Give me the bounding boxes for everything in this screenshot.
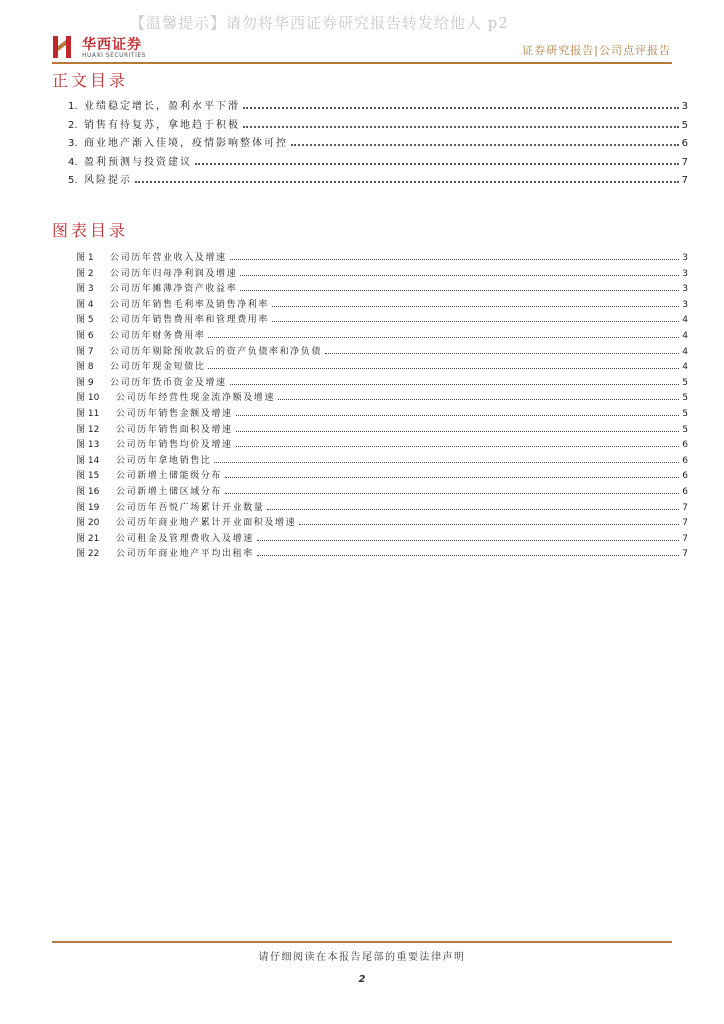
- dot-leader: [236, 415, 680, 416]
- entry-label: 公司历年现金短债比: [110, 362, 206, 373]
- entry-number: 图 11: [76, 409, 100, 419]
- figure-entry[interactable]: [76, 467, 688, 481]
- entry-page: 3: [682, 253, 688, 263]
- entry-page: 6: [682, 440, 688, 451]
- dot-leader: [267, 509, 679, 510]
- entry-page: 4: [682, 315, 688, 326]
- entry-number: 4.: [68, 156, 78, 168]
- entry-label: 公司历年货币资金及增速: [110, 377, 227, 388]
- entry-label: 公司历年销售金额及增速: [116, 409, 233, 419]
- figure-entry[interactable]: [76, 249, 688, 263]
- figure-entry[interactable]: [76, 327, 688, 341]
- entry-number: 图 6: [76, 331, 94, 341]
- dot-leader: [325, 353, 679, 354]
- entry-label: 公司新增土储区域分布: [116, 487, 223, 497]
- entry-page: 6: [682, 455, 688, 466]
- figure-entry[interactable]: [76, 374, 688, 388]
- entry-page: 4: [682, 346, 688, 357]
- entry-number: 2.: [68, 119, 78, 131]
- dot-leader: [225, 493, 679, 494]
- entry-page: 5: [682, 409, 688, 419]
- entry-label: 公司历年财务费用率: [110, 331, 206, 341]
- toc-entry[interactable]: [68, 152, 688, 168]
- dot-leader: [230, 384, 680, 385]
- entry-page: 3: [682, 268, 688, 279]
- entry-number: 图 21: [76, 533, 100, 544]
- entry-number: 3.: [68, 138, 78, 149]
- footer-note: 请仔细阅读在本报告尾部的重要法律声明: [258, 952, 466, 963]
- entry-label: 公司历年商业地产累计开业面积及增速: [116, 518, 297, 529]
- entry-number: 图 4: [76, 299, 94, 310]
- entry-number: 图 3: [76, 284, 94, 295]
- figure-entry[interactable]: [76, 405, 688, 419]
- entry-label: 盈利预测与投资建议: [84, 156, 192, 168]
- entry-number: 图 22: [76, 549, 100, 560]
- entry-number: 图 15: [76, 471, 100, 482]
- entry-label: 公司历年销售费用率和管理费用率: [110, 315, 270, 326]
- entry-number: 图 7: [76, 346, 94, 357]
- entry-label: 公司历年营业收入及增速: [110, 253, 227, 263]
- entry-number: 1.: [68, 101, 78, 112]
- figure-entry[interactable]: [76, 421, 688, 435]
- entry-number: 图 12: [76, 424, 100, 435]
- logo-name: 华西证券: [82, 37, 142, 53]
- entry-page: 5: [682, 393, 688, 404]
- figure-entry[interactable]: [76, 343, 688, 357]
- dot-leader: [257, 555, 679, 556]
- entry-number: 图 1: [76, 253, 94, 263]
- dot-leader: [243, 107, 679, 109]
- entry-page: 7: [682, 502, 688, 513]
- entry-page: 3: [681, 101, 688, 112]
- dot-leader: [135, 181, 679, 183]
- entry-number: 图 13: [76, 440, 100, 451]
- entry-label: 公司历年剔除预收款后的资产负债率和净负债: [110, 346, 323, 357]
- dot-leader: [240, 290, 679, 291]
- entry-number: 图 5: [76, 315, 94, 326]
- figure-entry[interactable]: [76, 265, 688, 279]
- dot-leader: [225, 477, 679, 478]
- entry-label: 销售有待复苏，拿地趋于积极: [84, 119, 240, 131]
- dot-leader: [291, 144, 679, 146]
- entry-page: 6: [682, 487, 688, 497]
- dot-leader: [236, 431, 680, 432]
- toc-entry[interactable]: [68, 133, 688, 149]
- entry-label: 公司历年吾悦广场累计开业数量: [116, 502, 265, 513]
- dot-leader: [214, 462, 679, 463]
- dot-leader: [272, 306, 679, 307]
- entry-label: 公司历年归母净利润及增速: [110, 268, 238, 279]
- entry-label: 商业地产渐入佳境，疫情影响整体可控: [84, 138, 288, 149]
- entry-number: 图 20: [76, 518, 100, 529]
- dot-leader: [278, 399, 679, 400]
- entry-number: 图 19: [76, 502, 100, 513]
- logo-subtitle: HUAXI SECURITIES: [82, 52, 146, 59]
- figures-title: 图表目录: [52, 221, 129, 240]
- dot-leader: [208, 368, 679, 369]
- huaxi-logo-icon: [52, 34, 74, 60]
- entry-page: 5: [682, 424, 688, 435]
- figure-entry[interactable]: [76, 545, 688, 559]
- dot-leader: [230, 259, 680, 260]
- entry-label: 公司历年销售均价及增速: [116, 440, 233, 451]
- page-number: 2: [358, 974, 366, 985]
- figure-entry[interactable]: [76, 530, 688, 544]
- watermark: 【温馨提示】请勿将华西证券研究报告转发给他人 p2: [130, 14, 509, 32]
- figure-entry[interactable]: [76, 452, 688, 466]
- entry-number: 图 9: [76, 377, 94, 388]
- dot-leader: [299, 524, 679, 525]
- figure-entry[interactable]: [76, 499, 688, 513]
- entry-label: 公司租金及管理费收入及增速: [116, 533, 254, 544]
- dot-leader: [208, 337, 679, 338]
- figure-entry[interactable]: [76, 280, 688, 294]
- entry-page: 5: [682, 377, 688, 388]
- entry-label: 公司新增土储能级分布: [116, 471, 223, 482]
- toc-entry[interactable]: [68, 170, 688, 186]
- entry-label: 公司历年销售毛利率及销售净利率: [110, 299, 270, 310]
- entry-page: 7: [681, 156, 688, 168]
- entry-label: 公司历年商业地产平均出租率: [116, 549, 254, 560]
- entry-page: 6: [682, 471, 688, 482]
- entry-number: 图 2: [76, 268, 94, 279]
- report-type: 证券研究报告|公司点评报告: [522, 44, 671, 57]
- figure-entry[interactable]: [76, 514, 688, 528]
- entry-page: 7: [682, 518, 688, 529]
- toc-entry[interactable]: [68, 115, 688, 131]
- entry-label: 风险提示: [84, 175, 132, 186]
- figure-entry[interactable]: [76, 436, 688, 450]
- dot-leader: [257, 540, 679, 541]
- entry-page: 7: [682, 549, 688, 560]
- toc-title: 正文目录: [52, 71, 129, 90]
- dot-leader: [272, 321, 679, 322]
- entry-page: 4: [682, 362, 688, 373]
- entry-page: 6: [681, 138, 688, 149]
- entry-page: 4: [682, 331, 688, 341]
- dot-leader: [243, 126, 679, 128]
- entry-label: 业绩稳定增长，盈利水平下滑: [84, 101, 240, 112]
- dot-leader: [195, 163, 679, 165]
- entry-number: 5.: [68, 175, 78, 186]
- dot-leader: [236, 446, 680, 447]
- figure-entry[interactable]: [76, 358, 688, 372]
- footer-divider: [52, 941, 672, 943]
- dot-leader: [240, 275, 679, 276]
- entry-page: 5: [681, 119, 688, 131]
- entry-label: 公司历年摊薄净资产收益率: [110, 284, 238, 295]
- figure-entry[interactable]: [76, 389, 688, 403]
- entry-label: 公司历年销售面积及增速: [116, 424, 233, 435]
- figure-entry[interactable]: [76, 296, 688, 310]
- entry-page: 3: [682, 299, 688, 310]
- entry-page: 7: [681, 175, 688, 186]
- entry-label: 公司历年拿地销售比: [116, 455, 212, 466]
- entry-page: 7: [682, 533, 688, 544]
- entry-number: 图 8: [76, 362, 94, 373]
- entry-number: 图 10: [76, 393, 100, 404]
- entry-number: 图 16: [76, 487, 100, 497]
- entry-number: 图 14: [76, 455, 100, 466]
- figure-entry[interactable]: [76, 483, 688, 497]
- figure-entry[interactable]: [76, 311, 688, 325]
- toc-entry[interactable]: [68, 96, 688, 112]
- entry-label: 公司历年经营性现金流净额及增速: [116, 393, 276, 404]
- header-divider: [52, 62, 672, 64]
- entry-page: 3: [682, 284, 688, 295]
- huaxi-logo: [52, 32, 162, 62]
